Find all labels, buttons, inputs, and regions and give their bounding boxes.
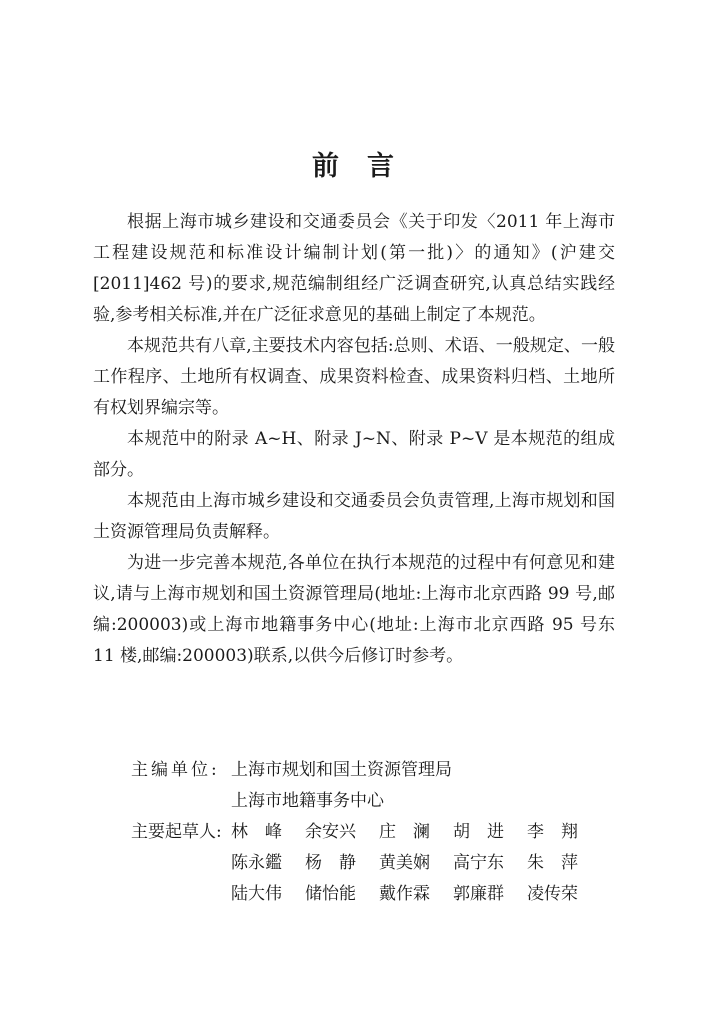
page-title: 前言 xyxy=(312,151,422,182)
preface-body xyxy=(93,207,615,672)
preface-paragraph-4: 本规范由上海市城乡建设和交通委员会负责管理,上海市规划和国土资源管理局负责解释。 xyxy=(93,491,615,542)
drafter-name: 余安兴 xyxy=(305,822,356,842)
drafter-name: 凌传荣 xyxy=(527,884,578,904)
drafter-names xyxy=(231,879,601,910)
drafters-label: 主要起草人: xyxy=(131,822,222,842)
drafter-name: 郭廉群 xyxy=(453,884,504,904)
drafter-name: 戴作霖 xyxy=(379,884,430,904)
drafter-name: 朱 萍 xyxy=(527,853,578,873)
editor-unit-1: 上海市规划和国土资源管理局 xyxy=(231,760,452,780)
editor-row xyxy=(131,755,611,786)
editor-label: 主编单位: xyxy=(131,760,220,780)
drafter-name: 杨 静 xyxy=(305,853,356,873)
drafter-names xyxy=(231,817,601,848)
drafter-name: 黄美娴 xyxy=(379,853,430,873)
drafter-name: 胡 进 xyxy=(453,822,504,842)
drafter-name: 李 翔 xyxy=(527,822,578,842)
preface-paragraph-5: 为进一步完善本规范,各单位在执行本规范的过程中有何意见和建议,请与上海市规划和国土资源管理局(地址:上海市北京西路 99 号,邮编:200003)或上海市地籍事务中心(地址:上海市北京西路 95 号东 11 楼,邮编:200003)联系,以供今后修订时参考。 xyxy=(93,553,615,666)
preface-paragraph-2: 本规范共有八章,主要技术内容包括:总则、术语、一般规定、一般工作程序、土地所有权调查、成果资料检查、成果资料归档、土地所有权划界编宗等。 xyxy=(93,336,615,418)
preface-paragraph-3: 本规范中的附录 A~H、附录 J~N、附录 P~V 是本规范的组成部分。 xyxy=(93,429,615,480)
editor-row-2 xyxy=(131,786,611,817)
preface-paragraph-1: 根据上海市城乡建设和交通委员会《关于印发〈2011 年上海市工程建设规范和标准设计编制计划(第一批)〉的通知》(沪建交[2011]462 号)的要求,规范编制组经广泛调查研究,认真总结实践经验,参考相关标准,并在广泛征求意见的基础上制定了本规范。 xyxy=(93,212,615,325)
drafter-name: 储怡能 xyxy=(305,884,356,904)
drafter-name: 陈永鑑 xyxy=(231,853,282,873)
drafter-name: 庄 澜 xyxy=(379,822,430,842)
credits-block xyxy=(131,755,611,910)
drafters-row-3 xyxy=(131,879,611,910)
drafter-name: 林 峰 xyxy=(231,822,282,842)
drafters-row-1 xyxy=(131,817,611,848)
drafters-row-2 xyxy=(131,848,611,879)
drafter-names xyxy=(231,848,601,879)
editor-unit-2: 上海市地籍事务中心 xyxy=(231,791,384,811)
drafter-name: 陆大伟 xyxy=(231,884,282,904)
drafter-name: 高宁东 xyxy=(453,853,504,873)
